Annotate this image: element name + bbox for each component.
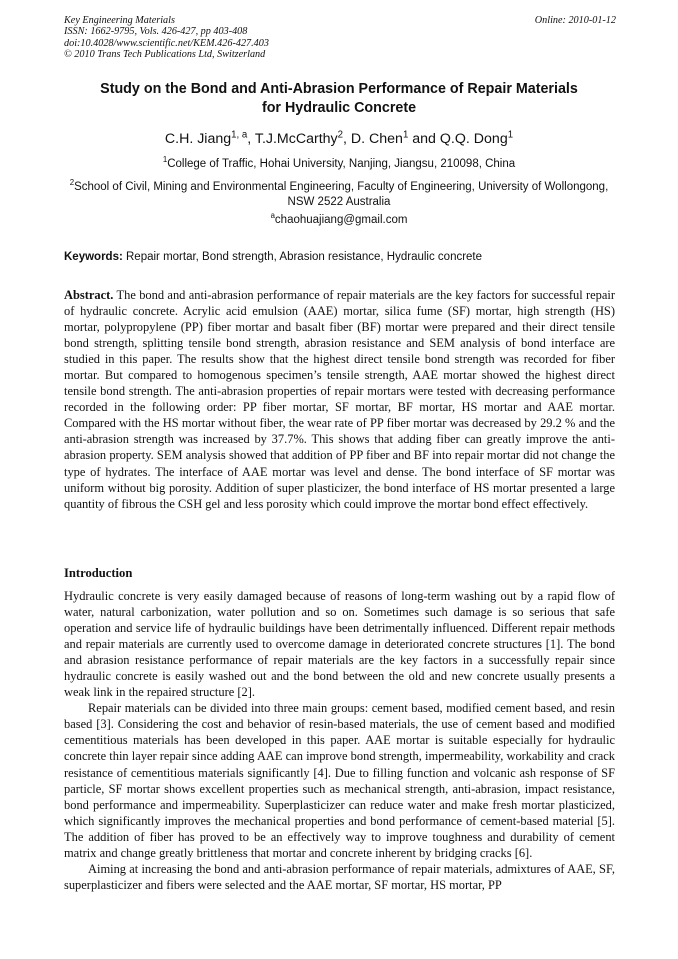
author-1: C.H. Jiang — [164, 131, 232, 147]
author-4: Q.Q. Dong — [439, 131, 508, 147]
affiliation-1 — [55, 157, 623, 172]
email-text[interactable]: chaohuajiang@gmail.com — [274, 214, 408, 226]
author-4-affil: 1 — [507, 129, 514, 141]
affiliation-2-text: School of Civil, Mining and Environmental Engineering, Faculty of Engineering, University of Wollongong, NSW 2522 Australia — [74, 181, 609, 208]
author-sep: and — [408, 131, 440, 147]
online-date: Online: 2010-01-12 — [534, 15, 616, 26]
author-list — [40, 130, 638, 148]
title-line-1: Study on the Bond and Anti-Abrasion Performance of Repair Materials — [100, 81, 578, 97]
keywords — [64, 250, 616, 264]
affiliation-2-mark: 2 — [69, 178, 75, 188]
intro-paragraph-1: Hydraulic concrete is very easily damaged because of reasons of long-term washing out by a rapid flow of water, natural carbonization, water pollution and so on. Sometimes such damage is so serious that safe operation and service life of hydraulic buildings have been detrimentally influenced. Different repair methods and repair materials are currently used to overcome damage in deteriorated concrete structures [1]. The bond and abrasion resistance performance of repair materials are the key factors in a successfully repair since hydraulic concrete is easily washed out and the bond between the old and new concrete usually presents a weak link in the repaired structure [2]. — [64, 589, 615, 700]
publication-header — [64, 15, 616, 61]
author-1-affil: 1, a — [231, 129, 248, 141]
journal-name: Key Engineering Materials — [64, 15, 175, 26]
issn-line: ISSN: 1662-9795, Vols. 426-427, pp 403-408 — [64, 26, 248, 38]
abstract — [64, 287, 615, 512]
keywords-label: Keywords: — [64, 251, 123, 263]
author-3: D. Chen — [350, 131, 403, 147]
author-2: T.J.McCarthy — [254, 131, 338, 147]
author-3-affil: 1 — [402, 129, 409, 141]
affiliation-2 — [55, 180, 623, 209]
paper-title — [50, 80, 628, 118]
abstract-text: The bond and anti-abrasion performance of repair materials are the key factors for successful repair of hydraulic concrete. Acrylic acid emulsion (AAE) mortar, silica fume (SF) mortar, high strength (HS) mortar, polypropylene (PP) fiber mortar and basalt fiber (BF) mortar were prepared and their direct tensile bond strength, splitting tensile bond strength, abrasion resistance and SEM analysis of bond interface are studied in this paper. The results show that the highest direct tensile bond strength was recorded for fiber mortar. But compared to homogenous specimen’s tensile strength, AAE mortar showed the highest direct tensile bond strength. The anti-abrasion properties of repair mortars were tested with decreasing performance recorded in the following order: PP fiber mortar, SF mortar, BF mortar, HS mortar and AAE mortar. Compared with the HS mortar without fiber, the wear rate of PP fiber mortar was decreased by 29.2 % and the anti-abrasion strength was increased by 37.7%. This shows that adding fiber can greatly improve the anti-abrasion property. SEM analysis showed that addition of PP fiber and BF into repair mortar did not change the type of hydrates. The interface of AAE mortar was level and dense. The bond interface of SF mortar was uniform without big porosity. Addition of super plasticizer, the bond interface of HS mortar presented a large quantity of fibrous the CSH gel and less porosity which could improve the mortar bond effect effectively. — [64, 288, 615, 511]
corresponding-email — [55, 213, 623, 228]
author-2-affil: 2 — [337, 129, 344, 141]
intro-paragraph-3: Aiming at increasing the bond and anti-abrasion performance of repair materials, admixtures of AAE, SF, superplasticizer and fibers were selected and the AAE mortar, SF mortar, HS mortar, PP — [64, 861, 615, 892]
title-line-2: for Hydraulic Concrete — [261, 100, 417, 116]
abstract-label: Abstract. — [64, 288, 114, 302]
doi-line: doi:10.4028/www.scientific.net/KEM.426-427.403 — [64, 37, 269, 49]
author-sep: , — [247, 131, 255, 147]
author-sep: , — [343, 131, 351, 147]
section-heading-introduction: Introduction — [64, 566, 133, 580]
introduction-body — [64, 588, 615, 893]
intro-paragraph-2: Repair materials can be divided into three main groups: cement based, modified cement based, and resin based [3]. Considering the cost and behavior of resin-based materials, the use of cement based and modified cementitious materials has been developed in this paper. AAE mortar is suitable especially for hydraulic concrete thin layer repair since adding AAE can improve bond strength, impermeability, workability and crack resistance of cementitious materials significantly [4]. Due to filling function and volcanic ash response of SF particle, SF mortar shows excellent properties such as mechanical strength, anti-abrasion, impact resistance, bond performance and impermeability. Superplasticizer can reduce water and make fresh mortar plasticized, which significantly improves the mechanical properties and bond performance of cement-based material [5]. The addition of fiber has proved to be an effectively way to improve toughness and durability of cement matrix and change greatly brittleness that mortar and concrete inherent by bridging cracks [6]. — [64, 701, 615, 860]
affiliation-1-mark: 1 — [162, 155, 168, 165]
affiliation-1-text: College of Traffic, Hohai University, Nanjing, Jiangsu, 210098, China — [167, 158, 516, 170]
copyright-line: © 2010 Trans Tech Publications Ltd, Switzerland — [64, 49, 266, 61]
email-mark: a — [270, 211, 275, 221]
keywords-text: Repair mortar, Bond strength, Abrasion resistance, Hydraulic concrete — [122, 251, 483, 263]
